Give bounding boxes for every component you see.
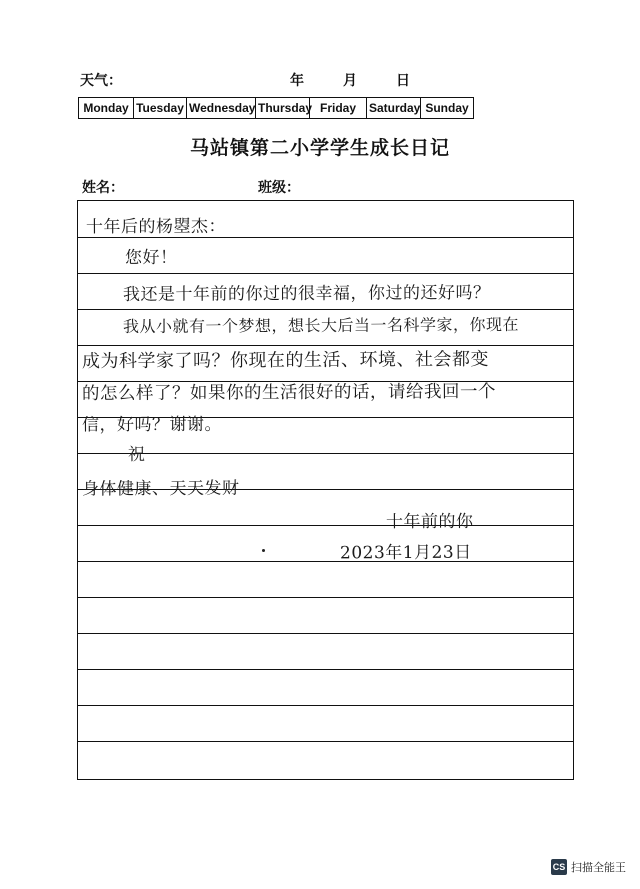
- camscanner-logo-icon: CS: [551, 859, 567, 875]
- letter-line-3: 成为科学家了吗？你现在的生活、环境、社会都变: [81, 348, 490, 373]
- letter-closing-1: 祝: [127, 444, 146, 466]
- ruled-line: [78, 669, 573, 670]
- ruled-line: [78, 741, 573, 742]
- weekday-saturday: Saturday: [367, 98, 421, 118]
- year-label: 年: [290, 73, 304, 89]
- weekday-row: [78, 97, 474, 119]
- letter-line-2: 我从小就有一个梦想，想长大后当一名科学家，你现在: [122, 314, 520, 337]
- month-label: 月: [343, 73, 357, 89]
- ruled-line: [78, 309, 573, 310]
- day-label: 日: [396, 73, 410, 89]
- letter-salutation: 十年后的杨曌杰：: [85, 216, 227, 238]
- class-label: 班级：: [258, 180, 300, 196]
- ruled-line: [78, 705, 573, 706]
- scanner-watermark: [551, 859, 626, 875]
- weekday-monday: Monday: [79, 98, 134, 118]
- letter-line-1: 我还是十年前的你过的很幸福，你过的还好吗？: [122, 283, 491, 305]
- watermark-text: 扫描全能王: [571, 861, 626, 874]
- ruled-line: [78, 237, 573, 238]
- ruled-line: [78, 633, 573, 634]
- name-label: 姓名：: [82, 180, 124, 196]
- date-header: [80, 70, 470, 92]
- letter-greeting: 您好！: [124, 247, 178, 269]
- letter-line-4: 的怎么样了？如果你的生活很好的话，请给我回一个: [81, 381, 497, 405]
- ruled-line: [78, 561, 573, 562]
- page-title: 马站镇第二小学学生成长日记: [189, 137, 450, 159]
- weekday-tuesday: Tuesday: [134, 98, 187, 118]
- letter-signature: 十年前的你: [385, 511, 474, 533]
- letter-date: 2023年1月23日: [339, 542, 472, 564]
- weekday-friday: Friday: [310, 98, 367, 118]
- ruled-line: [78, 525, 573, 526]
- ruled-line: [78, 453, 573, 454]
- weekday-thursday: Thursday: [256, 98, 310, 118]
- ruled-line: [78, 597, 573, 598]
- weekday-wednesday: Wednesday: [187, 98, 256, 118]
- weather-label: 天气：: [80, 73, 122, 89]
- ruled-line: [78, 273, 573, 274]
- ink-dot: [262, 549, 265, 552]
- letter-line-5: 信，好吗？谢谢。: [81, 414, 223, 436]
- letter-closing-2: 身体健康、天天发财: [81, 478, 240, 500]
- weekday-sunday: Sunday: [425, 101, 469, 115]
